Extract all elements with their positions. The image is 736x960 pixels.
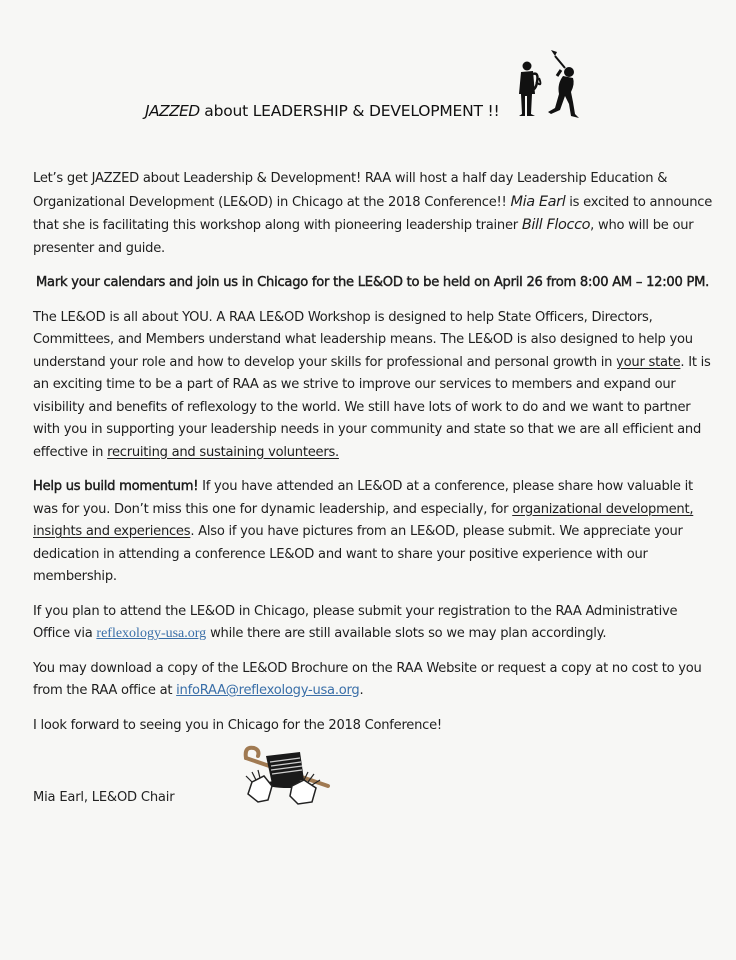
flyer-body: [33, 168, 713, 749]
underlined-your-state: your state: [616, 354, 681, 370]
momentum-lead: Help us build momentum!: [33, 479, 199, 494]
registration-text-2: while there are still available slots so we may plan accordingly.: [206, 626, 607, 641]
about-text-2: . It is an exciting time to be a part of RAA as we strive to improve our services to members and expand our visibility and benefits of reflexology to the world. We still have lots of work to do and we want to partner with you in supporting your leadership needs in your community and state so that we are all efficient and effective in: [33, 354, 711, 460]
momentum-text-1: If you have attended an LE&OD at a conference, please share how valuable it was for you. Don’t miss this one for dynamic leadership, and especially, for: [33, 479, 693, 517]
momentum-text-2: . Also if you have pictures from an LE&OD, please submit. We appreciate your dedication in attending a conference LE&OD and want to share your positive experience with our membership.: [33, 524, 683, 584]
momentum-paragraph: [33, 476, 713, 589]
mark-calendar-paragraph: Mark your calendars and join us in Chicago for the LE&OD to be held on April 26 from 8:00 AM – 12:00 PM.: [36, 275, 710, 290]
intro-text-1: Let’s get JAZZED about Leadership & Development! RAA will host a half day Leadership Education & Organizational Development (LE&OD) in Chicago at the 2018 Conference!!: [33, 171, 668, 210]
title-emphasis: JAZZED: [145, 102, 200, 120]
intro-text-2: is excited to announce that she is facilitating this workshop along with pioneering leadership trainer: [33, 194, 713, 233]
closing-paragraph: I look forward to seeing you in Chicago for the 2018 Conference!: [33, 717, 442, 733]
title-rest: about LEADERSHIP & DEVELOPMENT !!: [199, 102, 500, 120]
website-link[interactable]: reflexology-usa.org: [96, 626, 207, 641]
about-paragraph: [33, 307, 713, 465]
signature: Mia Earl, LE&OD Chair: [33, 790, 175, 805]
registration-paragraph: [33, 601, 713, 646]
top-hat-cane-gloves-icon: [238, 742, 334, 810]
flyer-title: [145, 102, 500, 120]
name-bill-flocco: Bill Flocco: [521, 217, 591, 233]
brochure-paragraph: [33, 658, 713, 703]
brochure-text-1: You may download a copy of the LE&OD Brochure on the RAA Website or request a copy at no cost to you from the RAA office at: [33, 660, 702, 698]
intro-text-3: , who will be our presenter and guide.: [33, 218, 694, 256]
email-link[interactable]: infoRAA@reflexology-usa.org: [176, 683, 360, 698]
name-mia-earl: Mia Earl: [510, 193, 566, 210]
intro-paragraph: [33, 168, 713, 260]
registration-text-1: If you plan to attend the LE&OD in Chicago, please submit your registration to the RAA Administrative Office via: [33, 603, 678, 641]
brochure-text-2: .: [359, 683, 364, 698]
underlined-organizational-development: organizational development, insights and experiences: [33, 501, 694, 539]
jazz-musicians-silhouette-icon: [515, 38, 597, 120]
underlined-recruiting-volunteers: recruiting and sustaining volunteers.: [107, 444, 339, 460]
about-text-1: The LE&OD is all about YOU. A RAA LE&OD Workshop is designed to help State Officers, Directors, Committees, and Members understand what leadership means. The LE&OD is also designed to help you understand your role and how to develop your skills for professional and personal growth in: [33, 309, 693, 370]
